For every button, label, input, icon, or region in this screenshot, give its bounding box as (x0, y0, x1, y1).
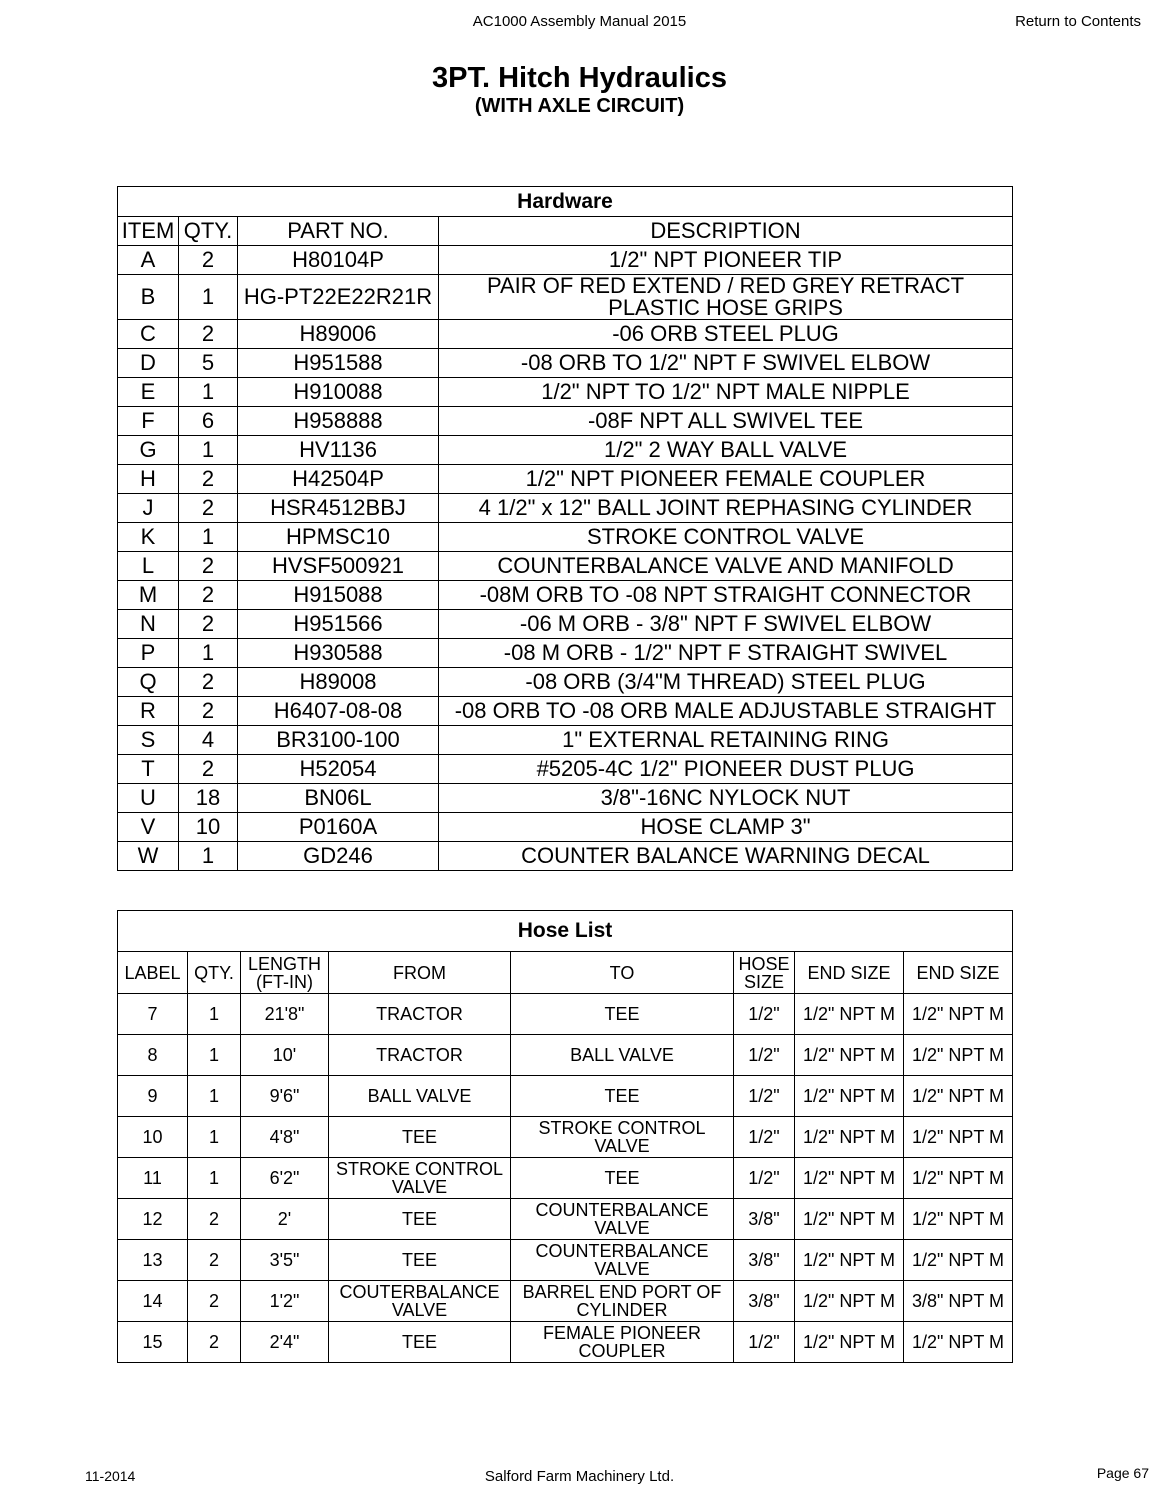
table-cell: -08M ORB TO -08 NPT STRAIGHT CONNECTOR (439, 581, 1013, 610)
table-cell: TEE (511, 1158, 734, 1199)
table-cell: 1'2" (241, 1281, 329, 1322)
table-cell: 9'6" (241, 1076, 329, 1117)
table-cell: TRACTOR (329, 994, 511, 1035)
table-cell: S (118, 726, 179, 755)
table-cell: COUNTER BALANCE WARNING DECAL (439, 842, 1013, 871)
table-cell: F (118, 407, 179, 436)
table-cell: 1/2" NPT M (904, 1076, 1013, 1117)
table-cell: 1/2" NPT M (904, 1035, 1013, 1076)
table-cell: 3/8" (734, 1281, 795, 1322)
table-cell: 1 (179, 523, 238, 552)
table-row (118, 552, 1013, 581)
table-cell: 1 (188, 1158, 241, 1199)
table-cell: 1 (179, 378, 238, 407)
column-header: HOSE SIZE (734, 952, 795, 994)
table-cell: 1/2" NPT M (904, 1199, 1013, 1240)
table-cell: STROKE CONTROL VALVE (329, 1158, 511, 1199)
page-title: 3PT. Hitch Hydraulics (432, 62, 727, 94)
table-row (118, 639, 1013, 668)
table-cell: STROKE CONTROL VALVE (511, 1117, 734, 1158)
table-cell: HPMSC10 (238, 523, 439, 552)
table-row (118, 1117, 1013, 1158)
table-cell: 1/2" NPT M (795, 1076, 904, 1117)
table-cell: H6407-08-08 (238, 697, 439, 726)
table-cell: 3/8" NPT M (904, 1281, 1013, 1322)
table-cell: 1 (188, 1117, 241, 1158)
hose-list-table (117, 910, 1013, 1363)
table-row (118, 842, 1013, 871)
table-cell: #5205-4C 1/2" PIONEER DUST PLUG (439, 755, 1013, 784)
table-cell: H89006 (238, 320, 439, 349)
table-cell: TEE (511, 1076, 734, 1117)
table-cell: 1/2" NPT M (795, 1240, 904, 1281)
footer-company: Salford Farm Machinery Ltd. (484, 1468, 675, 1485)
table-row (118, 668, 1013, 697)
table-row (118, 349, 1013, 378)
table-cell: GD246 (238, 842, 439, 871)
table-row (118, 784, 1013, 813)
table-cell: Q (118, 668, 179, 697)
table-cell: 1 (188, 1035, 241, 1076)
table-cell: HG-PT22E22R21R (238, 275, 439, 320)
table-cell: 1/2" NPT M (904, 1117, 1013, 1158)
table-cell: 1/2" (734, 1322, 795, 1363)
table-cell: 2 (179, 755, 238, 784)
table-row (118, 523, 1013, 552)
page-subtitle: (WITH AXLE CIRCUIT) (474, 95, 685, 117)
column-header: LABEL (118, 952, 188, 994)
column-header: END SIZE (904, 952, 1013, 994)
table-cell: B (118, 275, 179, 320)
table-cell: COUNTERBALANCE VALVE (511, 1240, 734, 1281)
table-cell: P (118, 639, 179, 668)
table-cell: TEE (329, 1199, 511, 1240)
table-cell: 10 (118, 1117, 188, 1158)
table-cell: COUNTERBALANCE VALVE (511, 1199, 734, 1240)
hardware-caption: Hardware (118, 187, 1013, 217)
table-cell: 1/2" NPT M (795, 1158, 904, 1199)
table-cell: 1 (188, 1076, 241, 1117)
table-cell: -06 ORB STEEL PLUG (439, 320, 1013, 349)
table-cell: E (118, 378, 179, 407)
table-row (118, 1322, 1013, 1363)
table-cell: 3'5" (241, 1240, 329, 1281)
table-cell: R (118, 697, 179, 726)
table-cell: 21'8" (241, 994, 329, 1035)
table-row (118, 407, 1013, 436)
table-cell: 6 (179, 407, 238, 436)
table-cell: 1/2" (734, 1035, 795, 1076)
table-cell: 1 (188, 994, 241, 1035)
hardware-table (117, 186, 1013, 871)
table-cell: L (118, 552, 179, 581)
table-cell: 1" EXTERNAL RETAINING RING (439, 726, 1013, 755)
table-row (118, 275, 1013, 320)
table-row (118, 246, 1013, 275)
table-row (118, 697, 1013, 726)
column-header: ITEM (118, 217, 179, 246)
table-cell: COUTERBALANCE VALVE (329, 1281, 511, 1322)
table-cell: H915088 (238, 581, 439, 610)
table-cell: 1/2" NPT M (795, 1035, 904, 1076)
table-cell: 1 (179, 639, 238, 668)
table-cell: TRACTOR (329, 1035, 511, 1076)
table-cell: 1/2" NPT M (904, 1322, 1013, 1363)
table-cell: 1/2" NPT M (904, 994, 1013, 1035)
table-row (118, 1281, 1013, 1322)
table-cell: 2 (179, 246, 238, 275)
table-cell: 2 (188, 1240, 241, 1281)
table-cell: 5 (179, 349, 238, 378)
table-cell: W (118, 842, 179, 871)
table-cell: 1/2" NPT M (795, 1199, 904, 1240)
table-cell: 1/2" NPT M (795, 1117, 904, 1158)
table-cell: 2'4" (241, 1322, 329, 1363)
table-cell: 1/2" NPT M (795, 994, 904, 1035)
table-cell: 1/2" NPT PIONEER TIP (439, 246, 1013, 275)
table-row (118, 436, 1013, 465)
table-cell: 2 (179, 320, 238, 349)
table-cell: H42504P (238, 465, 439, 494)
table-cell: P0160A (238, 813, 439, 842)
table-row (118, 494, 1013, 523)
column-header: END SIZE (795, 952, 904, 994)
table-cell: 11 (118, 1158, 188, 1199)
table-cell: 1/2" NPT M (904, 1158, 1013, 1199)
table-row (118, 1076, 1013, 1117)
table-cell: C (118, 320, 179, 349)
table-cell: 3/8" (734, 1199, 795, 1240)
table-row (118, 1199, 1013, 1240)
table-cell: 14 (118, 1281, 188, 1322)
table-cell: BN06L (238, 784, 439, 813)
hardware-header-row (118, 217, 1013, 246)
table-cell: 1/2" NPT M (795, 1281, 904, 1322)
column-header: QTY. (188, 952, 241, 994)
table-cell: H89008 (238, 668, 439, 697)
table-cell: 12 (118, 1199, 188, 1240)
table-cell: 2 (179, 581, 238, 610)
table-cell: 6'2" (241, 1158, 329, 1199)
table-cell: 1/2" NPT M (795, 1322, 904, 1363)
table-cell: 1/2" (734, 1117, 795, 1158)
table-cell: TEE (329, 1322, 511, 1363)
table-row (118, 610, 1013, 639)
table-cell: HV1136 (238, 436, 439, 465)
table-cell: 2 (179, 668, 238, 697)
table-cell: H930588 (238, 639, 439, 668)
table-cell: 2 (179, 697, 238, 726)
table-cell: 1/2" 2 WAY BALL VALVE (439, 436, 1013, 465)
table-cell: 1/2" NPT PIONEER FEMALE COUPLER (439, 465, 1013, 494)
table-cell: FEMALE PIONEER COUPLER (511, 1322, 734, 1363)
table-cell: 2 (188, 1281, 241, 1322)
table-cell: TEE (511, 994, 734, 1035)
table-cell: BARREL END PORT OF CYLINDER (511, 1281, 734, 1322)
table-cell: A (118, 246, 179, 275)
table-cell: 1/2" NPT M (904, 1240, 1013, 1281)
return-to-contents-link[interactable]: Return to Contents (1015, 13, 1141, 30)
table-cell: 4 1/2" x 12" BALL JOINT REPHASING CYLINDER (439, 494, 1013, 523)
table-cell: V (118, 813, 179, 842)
table-cell: COUNTERBALANCE VALVE AND MANIFOLD (439, 552, 1013, 581)
table-cell: 2 (179, 552, 238, 581)
table-cell: TEE (329, 1240, 511, 1281)
table-cell: M (118, 581, 179, 610)
table-cell: 15 (118, 1322, 188, 1363)
table-cell: 10 (179, 813, 238, 842)
hose-list-caption: Hose List (118, 911, 1013, 952)
table-cell: H951588 (238, 349, 439, 378)
table-cell: 4 (179, 726, 238, 755)
table-cell: BALL VALVE (511, 1035, 734, 1076)
table-row (118, 1240, 1013, 1281)
table-row (118, 378, 1013, 407)
table-row (118, 581, 1013, 610)
table-cell: 7 (118, 994, 188, 1035)
table-cell: HOSE CLAMP 3" (439, 813, 1013, 842)
table-cell: -08F NPT ALL SWIVEL TEE (439, 407, 1013, 436)
table-cell: 2 (179, 494, 238, 523)
table-row (118, 1035, 1013, 1076)
table-cell: 8 (118, 1035, 188, 1076)
table-cell: 4'8" (241, 1117, 329, 1158)
table-cell: T (118, 755, 179, 784)
table-cell: TEE (329, 1117, 511, 1158)
table-cell: -08 ORB TO 1/2" NPT F SWIVEL ELBOW (439, 349, 1013, 378)
table-cell: 10' (241, 1035, 329, 1076)
table-row (118, 320, 1013, 349)
table-cell: BR3100-100 (238, 726, 439, 755)
table-cell: H951566 (238, 610, 439, 639)
table-cell: U (118, 784, 179, 813)
column-header: QTY. (179, 217, 238, 246)
table-cell: J (118, 494, 179, 523)
table-cell: H (118, 465, 179, 494)
column-header: LENGTH (FT-IN) (241, 952, 329, 994)
table-cell: 2 (188, 1199, 241, 1240)
table-cell: 2 (179, 465, 238, 494)
table-cell: BALL VALVE (329, 1076, 511, 1117)
table-row (118, 755, 1013, 784)
column-header: TO (511, 952, 734, 994)
table-cell: -08 ORB TO -08 ORB MALE ADJUSTABLE STRAIGHT (439, 697, 1013, 726)
table-cell: 1 (179, 275, 238, 320)
table-cell: K (118, 523, 179, 552)
hose-list-header-row (118, 952, 1013, 994)
table-row (118, 813, 1013, 842)
column-header: DESCRIPTION (439, 217, 1013, 246)
table-row (118, 994, 1013, 1035)
table-cell: 13 (118, 1240, 188, 1281)
table-cell: 18 (179, 784, 238, 813)
table-cell: G (118, 436, 179, 465)
document-header-title: AC1000 Assembly Manual 2015 (472, 13, 687, 30)
table-cell: 3/8"-16NC NYLOCK NUT (439, 784, 1013, 813)
table-cell: STROKE CONTROL VALVE (439, 523, 1013, 552)
table-cell: -08 M ORB - 1/2" NPT F STRAIGHT SWIVEL (439, 639, 1013, 668)
table-cell: HVSF500921 (238, 552, 439, 581)
table-row (118, 465, 1013, 494)
footer-page-number: Page 67 (1096, 1465, 1149, 1481)
table-row (118, 726, 1013, 755)
table-cell: H958888 (238, 407, 439, 436)
table-cell: -06 M ORB - 3/8" NPT F SWIVEL ELBOW (439, 610, 1013, 639)
table-cell: N (118, 610, 179, 639)
table-cell: 1/2" (734, 994, 795, 1035)
table-cell: 1/2" NPT TO 1/2" NPT MALE NIPPLE (439, 378, 1013, 407)
table-cell: 3/8" (734, 1240, 795, 1281)
table-cell: 1 (179, 436, 238, 465)
column-header: FROM (329, 952, 511, 994)
table-cell: 1/2" (734, 1158, 795, 1199)
table-cell: 2 (188, 1322, 241, 1363)
table-cell: H52054 (238, 755, 439, 784)
table-cell: 2 (179, 610, 238, 639)
table-cell: HSR4512BBJ (238, 494, 439, 523)
table-cell: H910088 (238, 378, 439, 407)
table-cell: D (118, 349, 179, 378)
table-cell: H80104P (238, 246, 439, 275)
table-cell: PAIR OF RED EXTEND / RED GREY RETRACT PLASTIC HOSE GRIPS (439, 275, 1013, 320)
table-cell: 9 (118, 1076, 188, 1117)
table-cell: 1/2" (734, 1076, 795, 1117)
table-cell: -08 ORB (3/4"M THREAD) STEEL PLUG (439, 668, 1013, 697)
column-header: PART NO. (238, 217, 439, 246)
footer-date: 11-2014 (85, 1468, 136, 1484)
table-cell: 1 (179, 842, 238, 871)
table-cell: 2' (241, 1199, 329, 1240)
table-row (118, 1158, 1013, 1199)
